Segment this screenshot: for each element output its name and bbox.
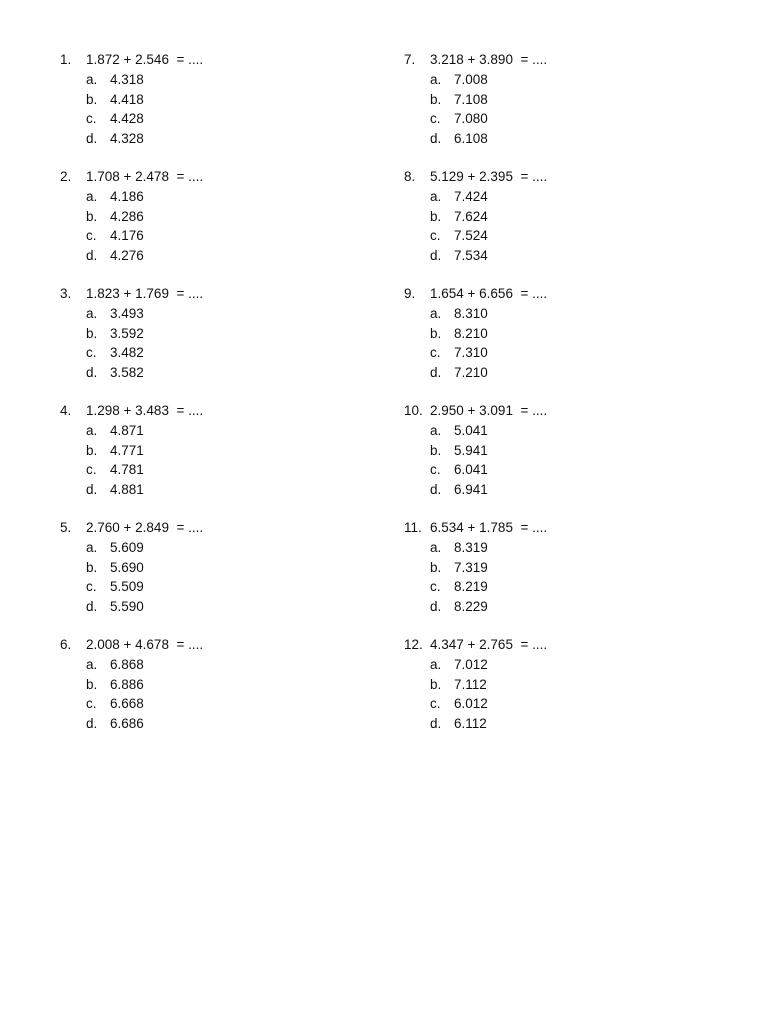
answer-option <box>60 597 390 617</box>
answer-option <box>60 304 390 324</box>
option-letter: d. <box>86 481 98 497</box>
answer-option <box>404 324 734 344</box>
question-line <box>60 635 390 655</box>
option-letter: b. <box>430 442 442 458</box>
option-letter: a. <box>86 540 98 555</box>
option-letter: c. <box>430 579 441 594</box>
question-expression: 1.298 + 3.483 = .... <box>86 403 204 418</box>
answer-option <box>60 675 390 695</box>
option-letter: b. <box>86 442 98 458</box>
option-letter: c. <box>86 228 97 243</box>
answer-option <box>60 538 390 558</box>
question-item <box>404 518 734 635</box>
answer-option <box>60 187 390 207</box>
option-value: 7.012 <box>454 657 488 672</box>
option-value: 7.080 <box>454 111 488 126</box>
option-value: 6.108 <box>454 130 488 146</box>
option-value: 4.318 <box>110 72 144 87</box>
question-item <box>404 635 734 752</box>
option-value: 4.286 <box>110 208 144 224</box>
option-letter: d. <box>86 130 98 146</box>
question-expression: 2.008 + 4.678 = .... <box>86 637 204 652</box>
question-line <box>404 50 734 70</box>
option-letter: b. <box>86 325 98 341</box>
answer-option <box>60 694 390 714</box>
option-letter: d. <box>86 247 98 263</box>
question-expression: 2.760 + 2.849 = .... <box>86 520 204 535</box>
answer-option <box>60 90 390 110</box>
answer-option <box>60 363 390 383</box>
answer-option <box>60 421 390 441</box>
option-value: 6.041 <box>454 462 488 477</box>
question-line <box>404 518 734 538</box>
option-value: 7.108 <box>454 91 488 107</box>
answer-option <box>60 129 390 149</box>
answer-option <box>404 441 734 461</box>
option-value: 7.310 <box>454 345 488 360</box>
option-letter: c. <box>86 579 97 594</box>
option-value: 4.276 <box>110 247 144 263</box>
answer-option <box>60 207 390 227</box>
question-expression: 1.872 + 2.546 = .... <box>86 52 204 67</box>
question-item <box>60 401 390 518</box>
question-line <box>60 167 390 187</box>
left-question-column <box>60 50 390 752</box>
answer-option <box>404 343 734 363</box>
option-value: 4.428 <box>110 111 144 126</box>
option-value: 7.424 <box>454 189 488 204</box>
option-value: 5.609 <box>110 540 144 555</box>
answer-option <box>60 246 390 266</box>
answer-option <box>60 70 390 90</box>
option-letter: d. <box>430 715 442 731</box>
option-letter: b. <box>430 676 442 692</box>
answer-option <box>60 577 390 597</box>
answer-option <box>404 226 734 246</box>
option-letter: b. <box>86 91 98 107</box>
option-letter: c. <box>430 462 441 477</box>
option-letter: d. <box>430 130 442 146</box>
right-question-column <box>404 50 734 752</box>
question-number: 7. <box>404 52 416 67</box>
question-item <box>404 50 734 167</box>
answer-option <box>60 558 390 578</box>
option-value: 6.886 <box>110 676 144 692</box>
option-value: 6.112 <box>454 715 487 731</box>
question-line <box>60 518 390 538</box>
option-value: 7.534 <box>454 247 488 263</box>
option-letter: a. <box>430 72 442 87</box>
option-letter: c. <box>86 696 97 711</box>
option-letter: d. <box>430 598 442 614</box>
option-letter: d. <box>86 364 98 380</box>
question-item <box>60 518 390 635</box>
question-item <box>60 284 390 401</box>
option-value: 3.482 <box>110 345 144 360</box>
question-line <box>404 167 734 187</box>
option-value: 3.592 <box>110 325 144 341</box>
question-expression: 3.218 + 3.890 = .... <box>430 52 548 67</box>
question-item <box>60 635 390 752</box>
option-letter: c. <box>430 111 441 126</box>
question-number: 12. <box>404 637 423 652</box>
option-letter: d. <box>86 715 98 731</box>
option-value: 4.328 <box>110 130 144 146</box>
question-expression: 5.129 + 2.395 = .... <box>430 169 548 184</box>
answer-option <box>60 109 390 129</box>
question-expression: 2.950 + 3.091 = .... <box>430 403 548 418</box>
option-value: 7.524 <box>454 228 488 243</box>
option-value: 7.319 <box>454 559 488 575</box>
answer-option <box>60 655 390 675</box>
option-letter: c. <box>430 228 441 243</box>
answer-option <box>404 304 734 324</box>
answer-option <box>404 129 734 149</box>
option-value: 7.210 <box>454 364 488 380</box>
question-line <box>404 401 734 421</box>
option-value: 7.008 <box>454 72 488 87</box>
option-letter: d. <box>86 598 98 614</box>
answer-option <box>60 226 390 246</box>
option-letter: d. <box>430 364 442 380</box>
answer-option <box>404 597 734 617</box>
option-value: 4.176 <box>110 228 144 243</box>
answer-option <box>404 421 734 441</box>
question-number: 4. <box>60 403 72 418</box>
answer-option <box>404 363 734 383</box>
question-line <box>60 284 390 304</box>
option-value: 8.319 <box>454 540 488 555</box>
answer-option <box>404 187 734 207</box>
option-value: 8.229 <box>454 598 488 614</box>
question-number: 5. <box>60 520 72 535</box>
option-letter: b. <box>86 208 98 224</box>
option-value: 5.941 <box>454 442 488 458</box>
option-letter: a. <box>430 423 442 438</box>
option-value: 5.690 <box>110 559 144 575</box>
answer-option <box>404 655 734 675</box>
option-letter: c. <box>86 345 97 360</box>
question-number: 6. <box>60 637 72 652</box>
question-number: 1. <box>60 52 72 67</box>
answer-option <box>404 246 734 266</box>
option-letter: a. <box>86 657 98 672</box>
question-expression: 1.654 + 6.656 = .... <box>430 286 548 301</box>
option-letter: d. <box>430 481 442 497</box>
question-item <box>404 167 734 284</box>
answer-option <box>404 460 734 480</box>
option-value: 8.310 <box>454 306 488 321</box>
answer-option <box>404 480 734 500</box>
question-expression: 1.823 + 1.769 = .... <box>86 286 204 301</box>
answer-option <box>404 538 734 558</box>
answer-option <box>404 558 734 578</box>
answer-option <box>404 90 734 110</box>
option-value: 8.210 <box>454 325 488 341</box>
question-number: 11. <box>404 520 422 535</box>
option-letter: a. <box>86 306 98 321</box>
question-line <box>404 635 734 655</box>
option-value: 4.771 <box>110 442 144 458</box>
option-letter: a. <box>430 189 442 204</box>
option-letter: c. <box>86 462 97 477</box>
option-value: 7.624 <box>454 208 488 224</box>
question-line <box>404 284 734 304</box>
option-letter: a. <box>430 540 442 555</box>
answer-option <box>404 109 734 129</box>
option-letter: b. <box>430 559 442 575</box>
option-letter: c. <box>86 111 97 126</box>
question-number: 2. <box>60 169 72 184</box>
option-letter: b. <box>86 676 98 692</box>
option-letter: b. <box>430 91 442 107</box>
question-item <box>404 401 734 518</box>
option-letter: d. <box>430 247 442 263</box>
question-item <box>60 167 390 284</box>
option-value: 6.668 <box>110 696 144 711</box>
question-number: 8. <box>404 169 416 184</box>
answer-option <box>404 577 734 597</box>
option-value: 4.186 <box>110 189 144 204</box>
option-letter: a. <box>86 189 98 204</box>
option-value: 5.041 <box>454 423 488 438</box>
option-letter: b. <box>430 208 442 224</box>
question-number: 9. <box>404 286 416 301</box>
option-letter: b. <box>86 559 98 575</box>
option-value: 5.509 <box>110 579 144 594</box>
option-value: 6.868 <box>110 657 144 672</box>
option-letter: a. <box>430 306 442 321</box>
option-value: 3.582 <box>110 364 144 380</box>
question-item <box>404 284 734 401</box>
option-value: 5.590 <box>110 598 144 614</box>
option-letter: b. <box>430 325 442 341</box>
answer-option <box>404 207 734 227</box>
option-value: 6.012 <box>454 696 488 711</box>
option-value: 4.418 <box>110 91 144 107</box>
answer-option <box>60 460 390 480</box>
option-letter: c. <box>430 345 441 360</box>
answer-option <box>60 441 390 461</box>
answer-option <box>404 70 734 90</box>
option-letter: a. <box>86 72 98 87</box>
option-value: 3.493 <box>110 306 144 321</box>
option-value: 4.781 <box>110 462 144 477</box>
answer-option <box>404 714 734 734</box>
answer-option <box>60 324 390 344</box>
option-letter: c. <box>430 696 441 711</box>
option-value: 4.881 <box>110 481 144 497</box>
answer-option <box>60 714 390 734</box>
answer-option <box>404 675 734 695</box>
answer-option <box>404 694 734 714</box>
option-value: 8.219 <box>454 579 488 594</box>
question-item <box>60 50 390 167</box>
option-value: 4.871 <box>110 423 144 438</box>
option-value: 6.686 <box>110 715 144 731</box>
question-expression: 1.708 + 2.478 = .... <box>86 169 204 184</box>
option-letter: a. <box>430 657 442 672</box>
option-value: 7.112 <box>454 676 487 692</box>
answer-option <box>60 480 390 500</box>
question-number: 10. <box>404 403 423 418</box>
question-expression: 4.347 + 2.765 = .... <box>430 637 548 652</box>
question-line <box>60 401 390 421</box>
option-value: 6.941 <box>454 481 488 497</box>
answer-option <box>60 343 390 363</box>
question-line <box>60 50 390 70</box>
option-letter: a. <box>86 423 98 438</box>
question-number: 3. <box>60 286 72 301</box>
question-expression: 6.534 + 1.785 = .... <box>430 520 548 535</box>
